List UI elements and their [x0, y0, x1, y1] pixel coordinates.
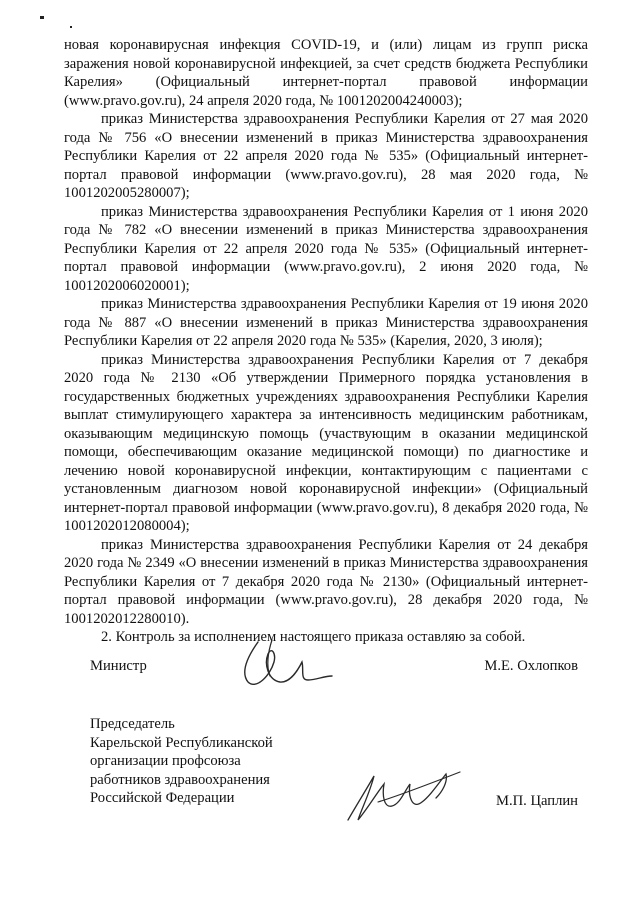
order-paragraph: приказ Министерства здравоохранения Республики Карелия от 24 декабря 2020 года № 2349 «О внесении изменений в приказ Министерства здравоохранения Республики Карелия от 7 декабря 2020 года № 2130» (Официальный интернет-портал правовой информации (www.pravo.gov.ru), 28 декабря 2020 года, № 1001202012280010).	[64, 536, 588, 627]
scan-speck	[70, 26, 72, 28]
order-paragraph: приказ Министерства здравоохранения Республики Карелия от 19 июня 2020 года № 887 «О внесении изменений в приказ Министерства здравоохранения Республики Карелия от 22 апреля 2020 года № 535» (Карелия, 2020, 3 июля);	[64, 296, 588, 349]
chair-signature-icon	[338, 762, 468, 828]
minister-signature-icon	[228, 636, 338, 694]
minister-name: М.Е. Охлопков	[484, 658, 578, 674]
chair-title-line: Российской Федерации	[90, 790, 235, 806]
order-paragraph: приказ Министерства здравоохранения Республики Карелия от 27 мая 2020 года № 756 «О внесении изменений в приказ Министерства здравоохранения Республики Карелия от 22 апреля 2020 года № 535» (Официальный интернет-портал правовой информации (www.pravo.gov.ru), 28 мая 2020 года, № 1001202005280007);	[64, 111, 588, 201]
body-text	[64, 36, 588, 647]
intro-paragraph: новая коронавирусная инфекция COVID-19, и (или) лицам из групп риска заражения новой коронавирусной инфекцией, за счет средств бюджета Республики Карелия» (Официальный интернет-портал правовой информации (www.pravo.gov.ru), 24 апреля 2020 года, № 1001202004240003);	[64, 37, 588, 109]
control-clause: 2. Контроль за исполнением настоящего приказа оставляю за собой.	[101, 629, 526, 645]
chair-title-line: организации профсоюза	[90, 753, 241, 769]
order-paragraph: приказ Министерства здравоохранения Республики Карелия от 1 июня 2020 года № 782 «О внесении изменений в приказ Министерства здравоохранения Республики Карелия от 22 апреля 2020 года № 535» (Официальный интернет-портал правовой информации (www.pravo.gov.ru), 2 июня 2020 года, № 1001202006020001);	[64, 203, 588, 294]
chair-title-line: Карельской Республиканской	[90, 734, 273, 751]
minister-title: Министр	[90, 658, 147, 674]
order-paragraph: приказ Министерства здравоохранения Республики Карелия от 7 декабря 2020 года № 2130 «Об утверждении Примерного порядка установления в государственных бюджетных учреждениях здравоохранения Республики Карелия выплат стимулирующего характера за интенсивность медицинским работникам, оказывающим медицинскую помощь (участвующим в оказании медицинской помощи, обеспечивающим оказание медицинской помощи) по диагностике и лечению новой коронавирусной инфекции, контактирующим с пациентами с установленным диагнозом новой коронавирусной инфекции» (Официальный интернет-портал правовой информации (www.pravo.gov.ru), 8 декабря 2020 года, № 1001202012080004);	[64, 351, 588, 534]
chair-title-line: работников здравоохранения	[90, 771, 270, 788]
chair-name: М.П. Цаплин	[496, 793, 578, 809]
scan-speck	[40, 16, 44, 19]
chair-title-line: Председатель	[90, 716, 175, 732]
chair-title	[90, 715, 273, 808]
